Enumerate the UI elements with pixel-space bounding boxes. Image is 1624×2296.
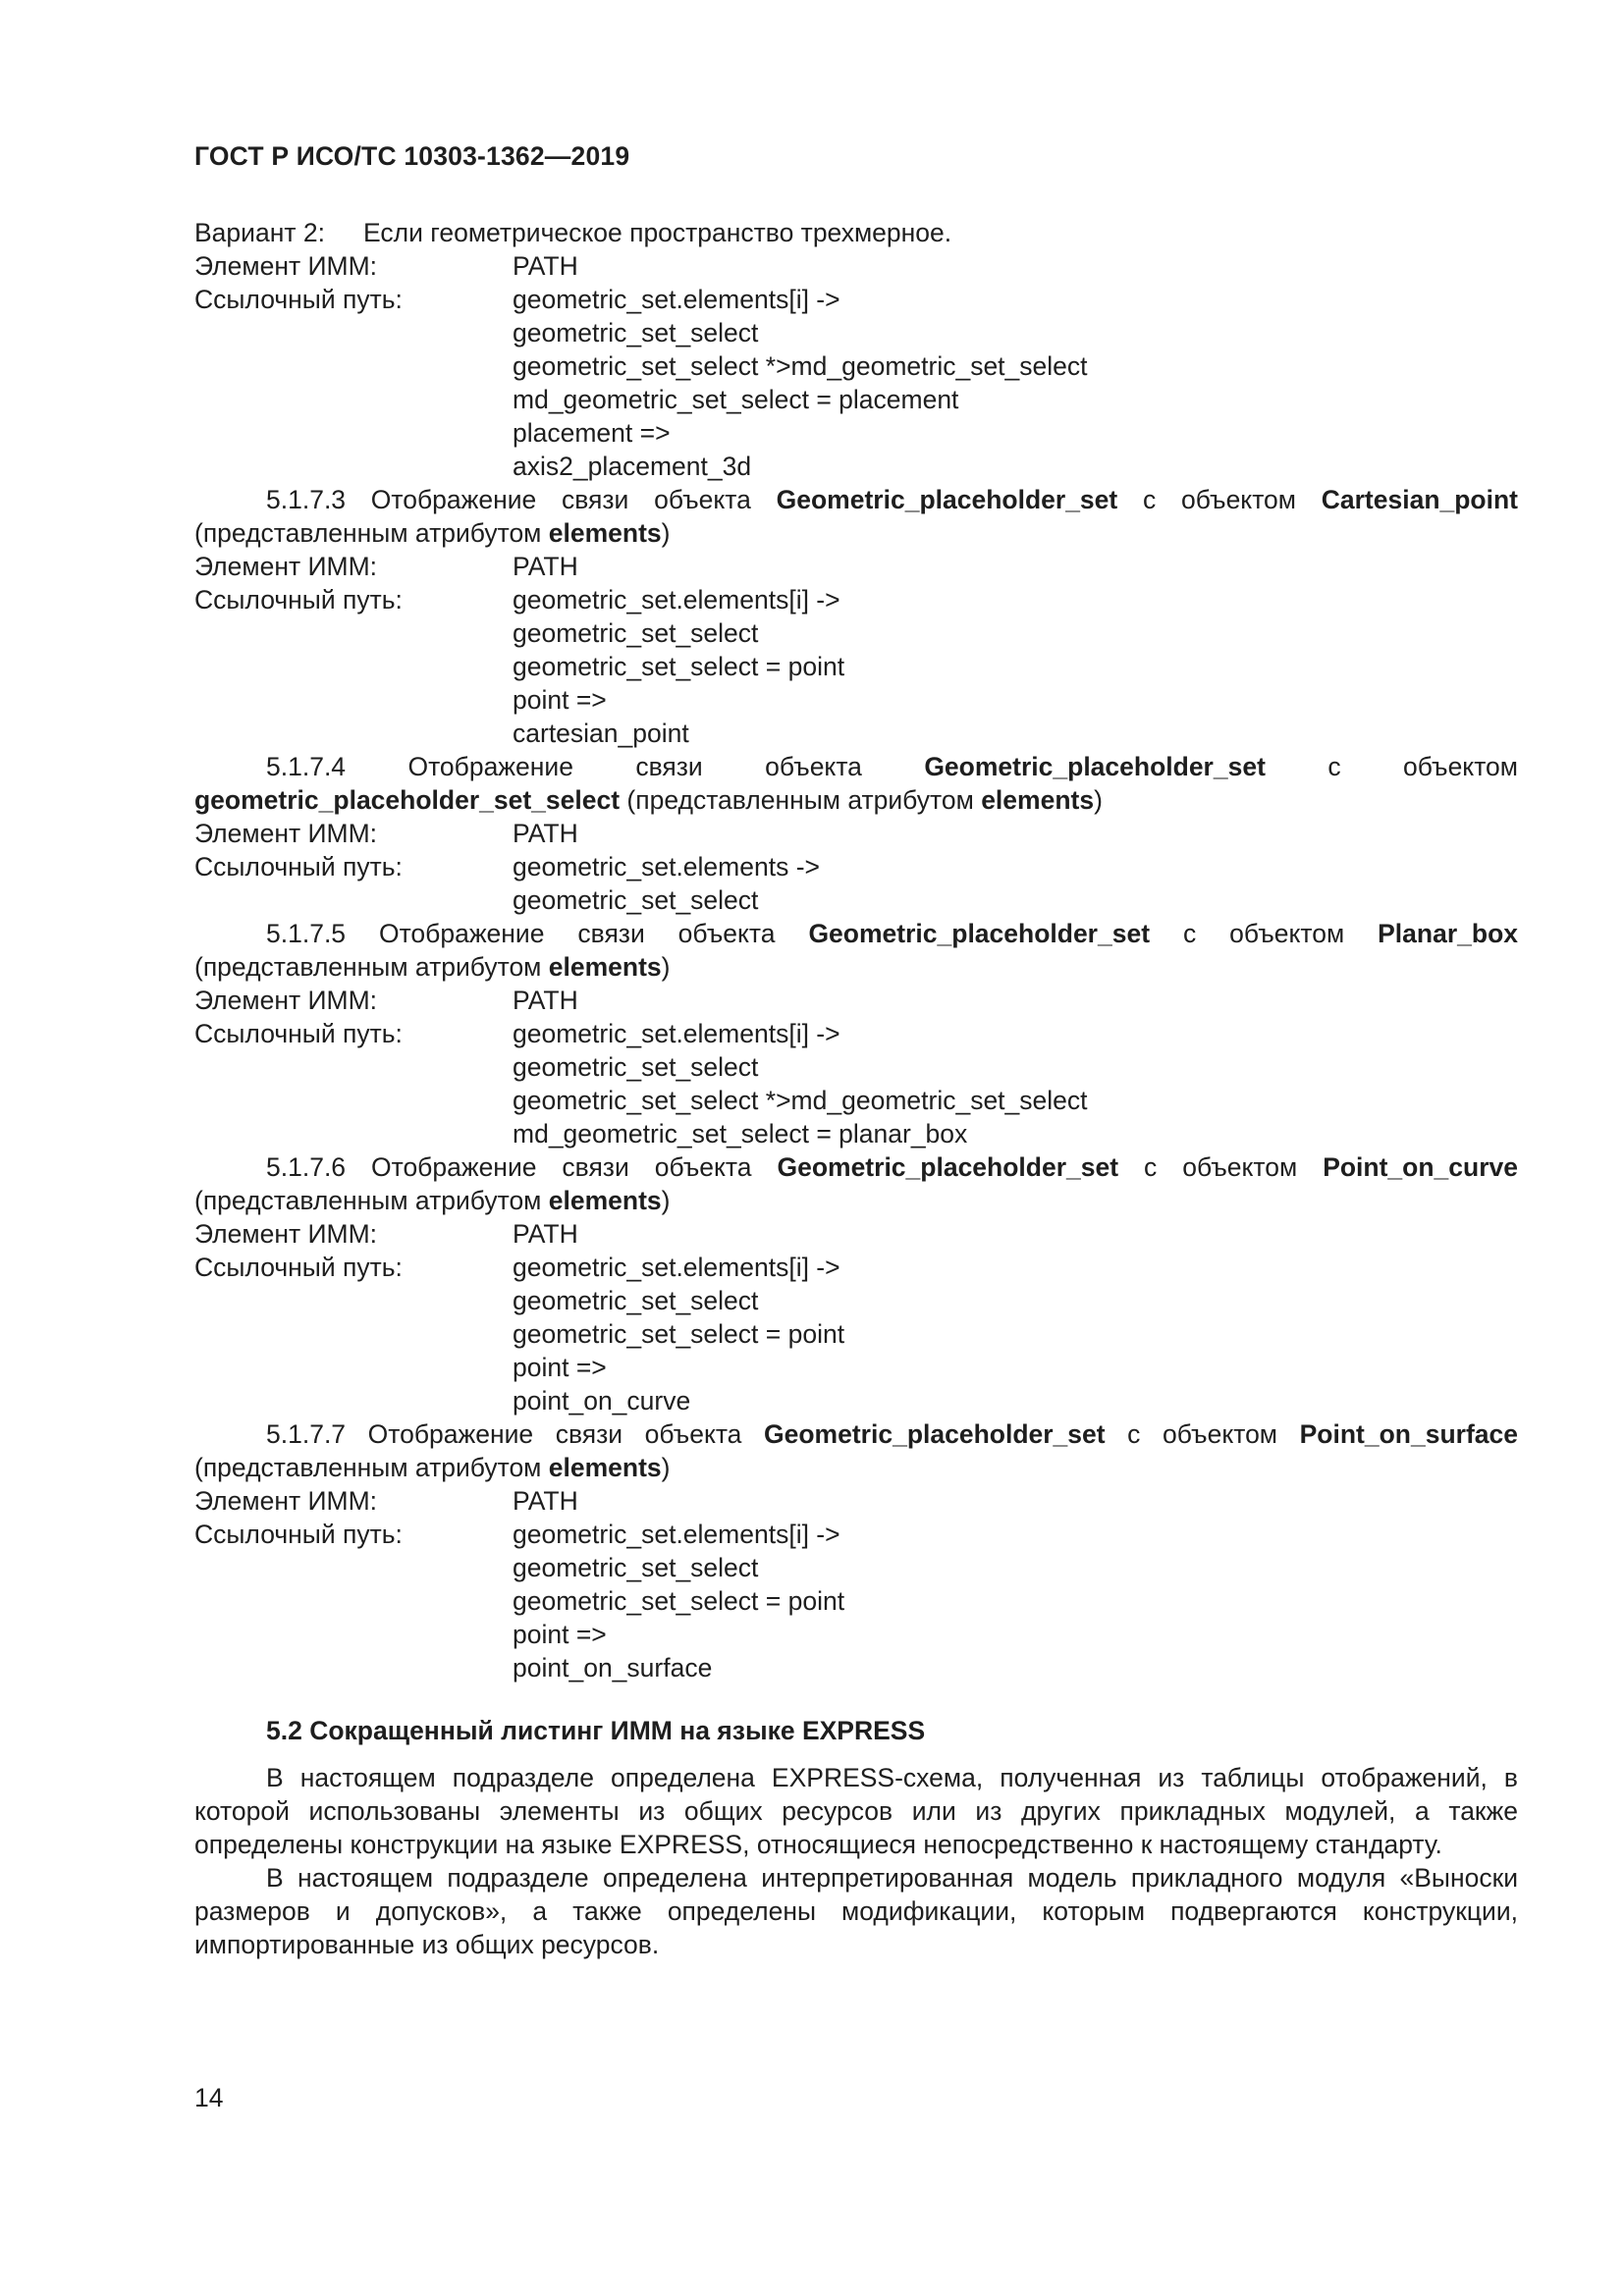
path-line: geometric_set.elements[i] -> bbox=[513, 1253, 840, 1282]
variant-label: Вариант 2: bbox=[194, 218, 325, 247]
path-label: Ссылочный путь: bbox=[194, 285, 403, 314]
element-label: Элемент ИММ: bbox=[194, 1486, 378, 1516]
element-label: Элемент ИММ: bbox=[194, 819, 378, 848]
path-line: md_geometric_set_select = planar_box bbox=[513, 1119, 968, 1148]
path-line: geometric_set_select = point bbox=[513, 1319, 845, 1349]
variant-line bbox=[194, 216, 1518, 249]
path-row bbox=[194, 1251, 1518, 1417]
path-line: point_on_curve bbox=[513, 1386, 691, 1415]
section-5174 bbox=[194, 750, 1518, 917]
section-5177 bbox=[194, 1417, 1518, 1684]
path-line: placement => bbox=[513, 418, 671, 448]
element-value: PATH bbox=[513, 251, 578, 281]
section-heading: 5.1.7.4 Отображение связи объекта Geometric_placeholder_set с объектом geometric_placeholder_set_select (представленным атрибутом elements) bbox=[194, 752, 1518, 815]
path-lines bbox=[513, 1017, 1518, 1150]
path-line: geometric_set_select = point bbox=[513, 652, 845, 681]
section-5176 bbox=[194, 1150, 1518, 1417]
path-line: geometric_set.elements[i] -> bbox=[513, 585, 840, 614]
path-line: geometric_set_select bbox=[513, 318, 759, 347]
section-heading: 5.1.7.3 Отображение связи объекта Geometric_placeholder_set с объектом Cartesian_point (представленным атрибутом elements) bbox=[194, 485, 1518, 548]
element-row bbox=[194, 1484, 1518, 1518]
path-label: Ссылочный путь: bbox=[194, 1253, 403, 1282]
path-line: geometric_set_select *>md_geometric_set_select bbox=[513, 1086, 1088, 1115]
element-row bbox=[194, 984, 1518, 1017]
path-row bbox=[194, 850, 1518, 917]
element-label: Элемент ИММ: bbox=[194, 1219, 378, 1249]
path-row bbox=[194, 1017, 1518, 1150]
path-label: Ссылочный путь: bbox=[194, 1019, 403, 1048]
element-value: PATH bbox=[513, 1486, 578, 1516]
path-line: geometric_set_select bbox=[513, 1286, 759, 1315]
page-number: 14 bbox=[194, 2083, 224, 2112]
path-line: md_geometric_set_select = placement bbox=[513, 385, 959, 414]
path-line: point => bbox=[513, 1353, 607, 1382]
section-5173 bbox=[194, 483, 1518, 750]
section-52-paragraph-1: В настоящем подразделе определена EXPRESS-схема, полученная из таблицы отображений, в которой использованы элементы из общих ресурсов или из других прикладных модулей, а также определены конструкции на языке EXPRESS, относящиеся непосредственно к настоящему стандарту. bbox=[194, 1763, 1518, 1859]
element-value: PATH bbox=[513, 552, 578, 581]
element-value: PATH bbox=[513, 819, 578, 848]
path-row bbox=[194, 283, 1518, 483]
path-lines bbox=[513, 1251, 1518, 1417]
element-row bbox=[194, 550, 1518, 583]
path-line: point_on_surface bbox=[513, 1653, 713, 1682]
path-line: geometric_set.elements[i] -> bbox=[513, 1520, 840, 1549]
element-label: Элемент ИММ: bbox=[194, 251, 378, 281]
path-lines bbox=[513, 1518, 1518, 1684]
path-line: geometric_set.elements[i] -> bbox=[513, 1019, 840, 1048]
section-heading: 5.1.7.6 Отображение связи объекта Geometric_placeholder_set с объектом Point_on_curve (представленным атрибутом elements) bbox=[194, 1152, 1518, 1215]
section-52-paragraph-2: В настоящем подразделе определена интерпретированная модель прикладного модуля «Выноски размеров и допусков», а также определены модификации, которым подвергаются конструкции, импортированные из общих ресурсов. bbox=[194, 1863, 1518, 1959]
element-value: PATH bbox=[513, 986, 578, 1015]
section-52-title: 5.2 Сокращенный листинг ИММ на языке EXPRESS bbox=[266, 1716, 926, 1745]
element-label: Элемент ИММ: bbox=[194, 986, 378, 1015]
path-line: geometric_set_select bbox=[513, 1052, 759, 1082]
section-heading: 5.1.7.5 Отображение связи объекта Geometric_placeholder_set с объектом Planar_box (представленным атрибутом elements) bbox=[194, 919, 1518, 982]
path-lines bbox=[513, 583, 1518, 750]
element-row bbox=[194, 817, 1518, 850]
path-line: geometric_set_select *>md_geometric_set_select bbox=[513, 351, 1088, 381]
path-line: axis2_placement_3d bbox=[513, 452, 752, 481]
path-line: geometric_set_select bbox=[513, 618, 759, 648]
path-row bbox=[194, 583, 1518, 750]
section-5175 bbox=[194, 917, 1518, 1150]
section-heading: 5.1.7.7 Отображение связи объекта Geometric_placeholder_set с объектом Point_on_surface (представленным атрибутом elements) bbox=[194, 1419, 1518, 1482]
path-label: Ссылочный путь: bbox=[194, 585, 403, 614]
element-row bbox=[194, 249, 1518, 283]
path-line: geometric_set_select bbox=[513, 885, 759, 915]
path-line: point => bbox=[513, 1620, 607, 1649]
path-line: geometric_set.elements -> bbox=[513, 852, 820, 881]
path-label: Ссылочный путь: bbox=[194, 852, 403, 881]
element-value: PATH bbox=[513, 1219, 578, 1249]
element-row bbox=[194, 1217, 1518, 1251]
path-line: geometric_set_select bbox=[513, 1553, 759, 1582]
path-lines bbox=[513, 283, 1518, 483]
path-line: point => bbox=[513, 685, 607, 715]
page-header: ГОСТ Р ИСО/ТС 10303-1362—2019 bbox=[194, 141, 630, 171]
document-page bbox=[194, 139, 1518, 1961]
element-label: Элемент ИММ: bbox=[194, 552, 378, 581]
path-line: geometric_set_select = point bbox=[513, 1586, 845, 1616]
variant-block bbox=[194, 216, 1518, 483]
path-label: Ссылочный путь: bbox=[194, 1520, 403, 1549]
variant-text: Если геометрическое пространство трехмерное. bbox=[363, 218, 952, 247]
path-row bbox=[194, 1518, 1518, 1684]
path-lines bbox=[513, 850, 1518, 917]
path-line: geometric_set.elements[i] -> bbox=[513, 285, 840, 314]
path-line: cartesian_point bbox=[513, 719, 689, 748]
